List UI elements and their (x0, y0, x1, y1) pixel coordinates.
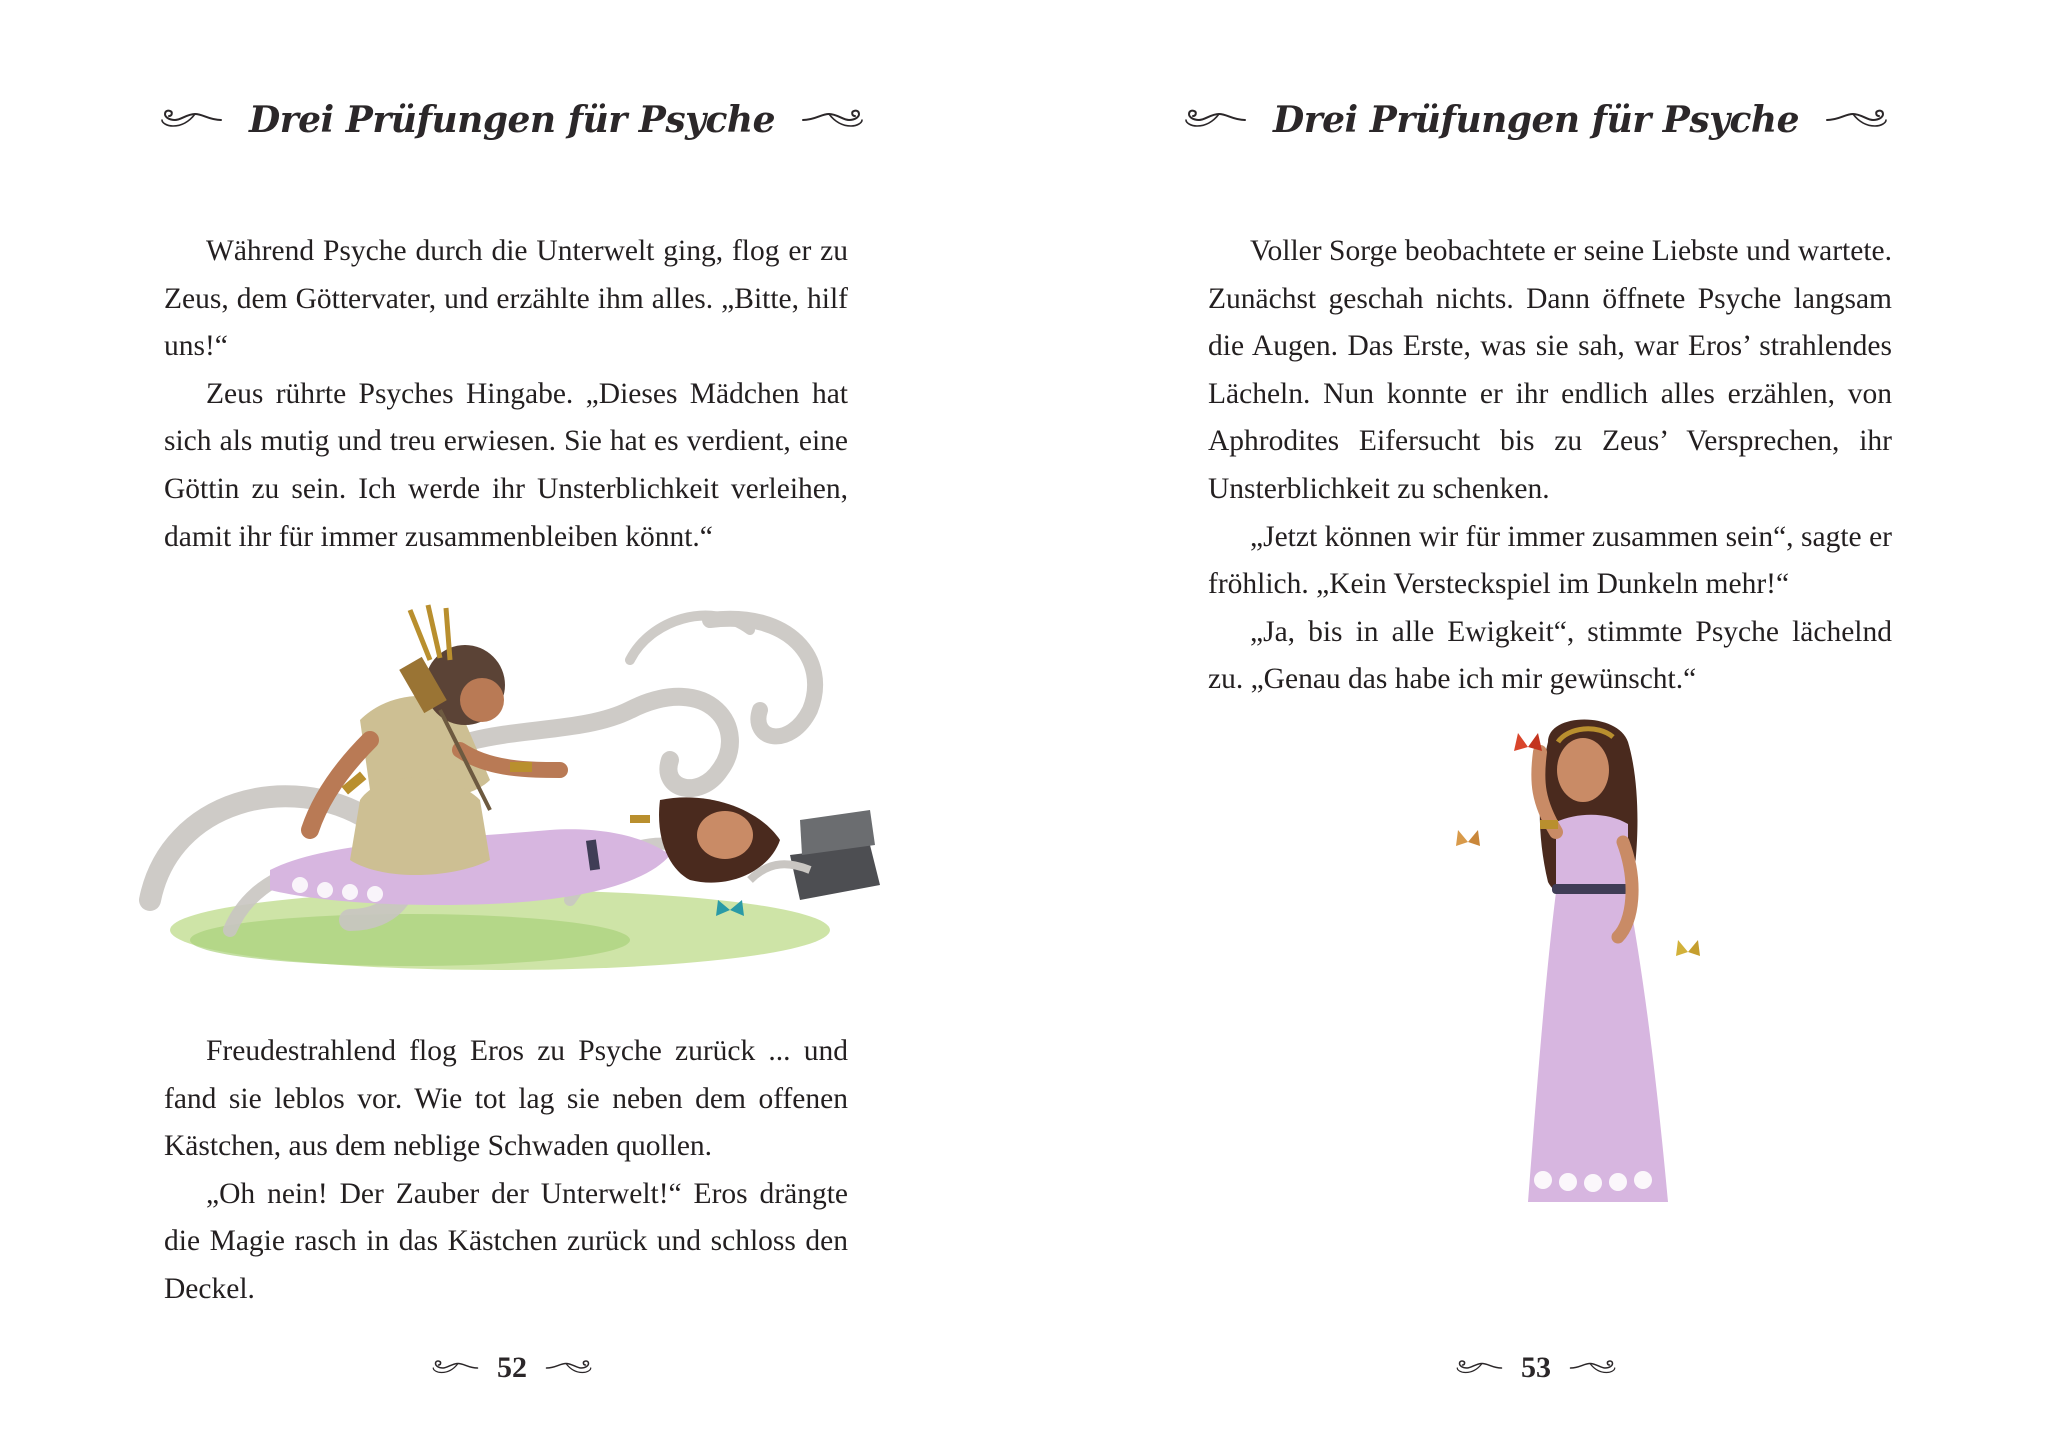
page-number: 52 (497, 1351, 527, 1384)
running-title: Drei Prüfungen für Psyche (248, 99, 776, 141)
illustration-psyche-standing (1428, 712, 1728, 1232)
paragraph: Zeus rührte Psyches Hingabe. „Dieses Mädchen hat sich als mutig und treu erwiesen. Sie hat es verdient, eine Göttin zu sein. Ich werde ihr Unsterblichkeit verleihen, damit ihr für immer zusammenbleiben könnt.“ (164, 377, 848, 553)
right-page (1024, 0, 2048, 1446)
paragraph: Freudestrahlend flog Eros zu Psyche zurück ... und fand sie leblos vor. Wie tot lag sie neben dem offenen Kästchen, aus dem neblige Schwaden quollen. (164, 1035, 848, 1163)
paragraph: „Oh nein! Der Zauber der Unterwelt!“ Eros drängte die Magie rasch in das Kästchen zurück und schloss den Deckel. (164, 1177, 848, 1305)
illustration-eros-psyche (110, 600, 900, 980)
page-number: 53 (1521, 1351, 1551, 1384)
body-text (1208, 228, 1892, 704)
flourish-left-icon (159, 108, 223, 132)
paragraph: „Ja, bis in alle Ewigkeit“, stimmte Psyche lächelnd zu. „Genau das habe ich mir gewünscht.“ (1208, 615, 1892, 696)
flourish-left-icon (429, 1359, 481, 1377)
page-footer (1024, 1348, 2048, 1388)
body-text-bottom (164, 1028, 848, 1314)
paragraph: „Jetzt können wir für immer zusammen sein“, sagte er fröhlich. „Kein Versteckspiel im Dunkeln mehr!“ (1208, 520, 1892, 601)
flourish-left-icon (1183, 108, 1247, 132)
paragraph: Während Psyche durch die Unterwelt ging, flog er zu Zeus, dem Göttervater, und erzählte ihm alles. „Bitte, hilf uns!“ (164, 235, 848, 363)
running-title: Drei Prüfungen für Psyche (1272, 99, 1800, 141)
page-footer (0, 1348, 1024, 1388)
flourish-left-icon (1453, 1359, 1505, 1377)
body-text-top (164, 228, 848, 561)
flourish-right-icon (1567, 1359, 1619, 1377)
flourish-right-icon (1825, 108, 1889, 132)
running-header (0, 92, 1024, 148)
paragraph: Voller Sorge beobachtete er seine Liebste und wartete. Zunächst geschah nichts. Dann öffnete Psyche langsam die Augen. Das Erste, was sie sah, war Eros’ strahlendes Lächeln. Nun konnte er ihr endlich alles erzählen, von Aphrodites Eifersucht bis zu Zeus’ Versprechen, ihr Unsterblichkeit zu schenken. (1208, 235, 1892, 505)
flourish-right-icon (801, 108, 865, 132)
running-header (1024, 92, 2048, 148)
flourish-right-icon (543, 1359, 595, 1377)
